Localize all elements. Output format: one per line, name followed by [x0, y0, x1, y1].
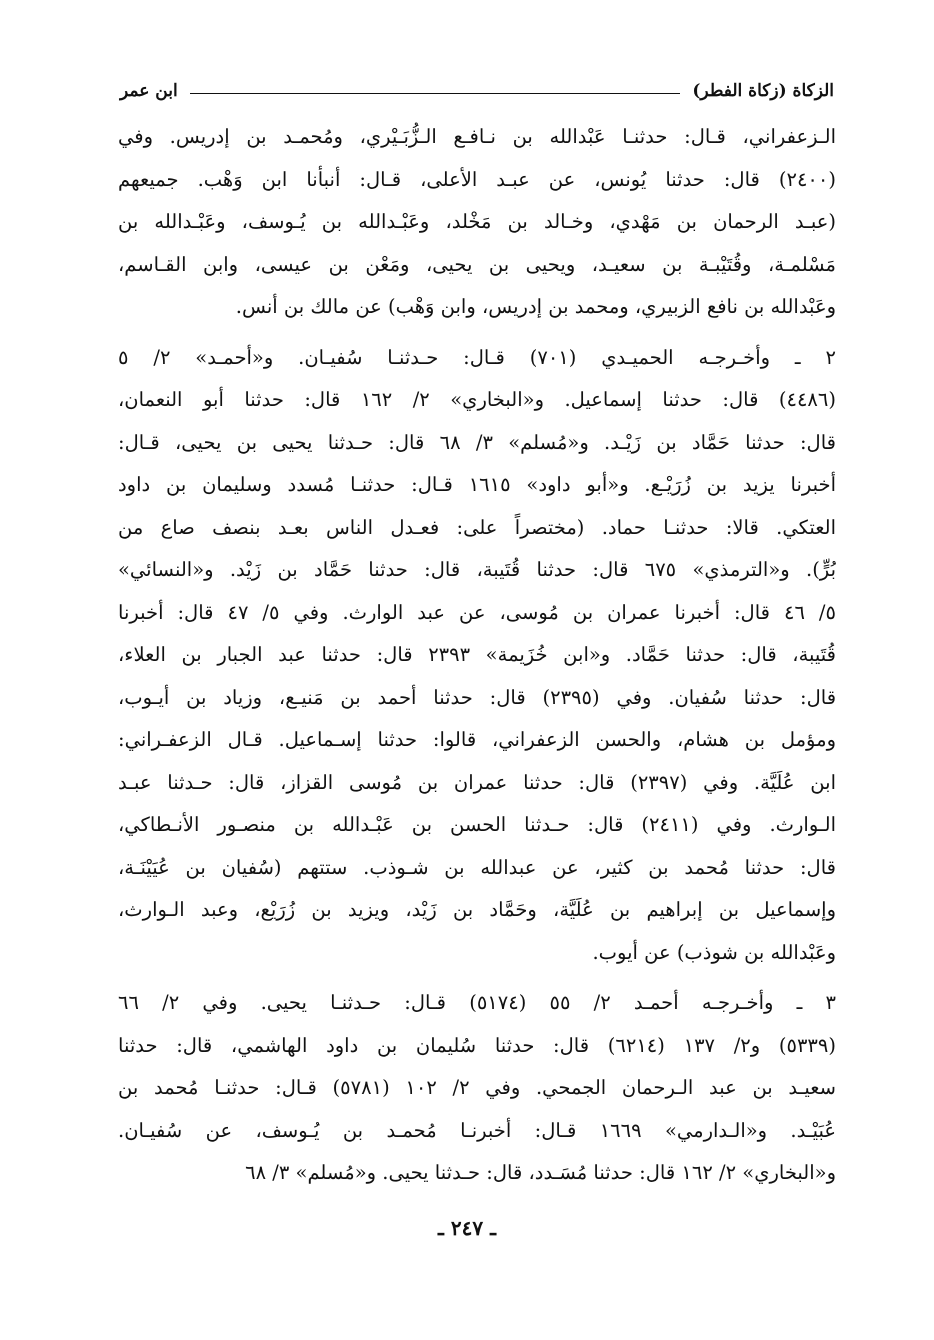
text-line: ٢ ـ وأخـرجـه الحميـدي (٧٠١) قـال: حـدثنـا سُفيـان. و«أحمـد» ٢/ ٥	[118, 345, 836, 369]
page-number: ـ ٢٤٧ ـ	[438, 1216, 496, 1240]
paragraph	[118, 337, 836, 975]
text-line: و«البخاري» ٢/ ١٦٢ قال: حدثنا مُسَـدد، قال: حـدثنا يحيى. و«مُسلم» ٣/ ٦٨	[245, 1161, 836, 1184]
text-line: (٢٤٠٠) قال: حدثنا يُونس، عن عبـد الأعلى، قـال: أنبأنا ابن وَهْب. جميعهم	[118, 167, 836, 191]
text-line: (٤٤٨٦) قال: حدثنا إسماعيل. و«البخاري» ٢/ ١٦٢ قال: حدثنا أبو النعمان،	[118, 388, 836, 411]
paragraph-list	[118, 116, 836, 1195]
text-line: قال: حدثنا حَمَّاد بن زَيْـد. و«مُسلم» ٣/ ٦٨ قال: حـدثنا يحيى بن يحيى، قـال:	[118, 430, 836, 454]
text-line: بُرٍّ). و«الترمذي» ٦٧٥ قال: حدثنا قُتَيبة، قال: حدثنا حَمَّاد بن زَيْد. و«النسائي»	[118, 558, 836, 581]
text-line: أخبرنا يزيد بن زُرَيْـع. و«أبو داود» ١٦١٥ قـال: حدثنـا مُسدد وسليمان بن داود	[118, 473, 836, 496]
text-line: (٥٣٣٩) و٢/ ١٣٧ (٦٢١٤) قال: حدثنا سُليمان بن داود الهاشمي، قال: حدثنا	[118, 1033, 836, 1057]
text-line: قال: حدثنا مُحمد بن كثير، عن عبدالله بن شـوذب. ستتهم (سُفيان بن عُيَيْنَـة،	[118, 855, 836, 879]
chapter-title: الزكاة (زكاة الفطر)	[692, 81, 834, 101]
text-line: قال: حدثنا سُفيان. وفي (٢٣٩٥) قال: حدثنا أحمد بن مَنيـع، وزياد بن أيـوب،	[118, 685, 836, 709]
section-title: ابن عمر	[120, 81, 178, 101]
paragraph-gap	[118, 974, 836, 982]
text-line: سعيـد بن عبد الـرحمان الجمحي. وفي ٢/ ١٠٢ (٥٧٨١) قـال: حدثنـا مُحمد بن	[118, 1076, 836, 1099]
main-text	[118, 116, 836, 1195]
text-line: ٣ ـ وأخـرجـه أحمـد ٢/ ٥٥ (٥١٧٤) قـال: حـدثنـا يحيى. وفي ٢/ ٦٦	[118, 991, 836, 1014]
text-line: الـوارث. وفي (٢٤١١) قال: حـدثنا الحسن بن عَبْـدالله بن منصـور الأنـطاكي،	[118, 813, 836, 836]
text-line: وعَبْدالله بن شوذب) عن أيوب.	[592, 940, 836, 964]
paragraph	[118, 116, 836, 329]
text-line: ابن عُلَيَّة. وفي (٢٣٩٧) قال: حدثنا عمران بن مُوسى القزاز، قال: حـدثنا عبـد	[118, 770, 836, 794]
text-line: مَسْلمـة، وقُتَيْبـة بن سعيـد، ويحيى بن يحيى، ومَعْن بن عيسى، وابن القـاسم،	[118, 252, 836, 276]
text-line: ومؤمل بن هشام، والحسن الزعفراني، قالوا: حدثنا إسـماعيل. قـال الزعفـراني:	[118, 728, 836, 751]
running-header	[120, 76, 834, 106]
text-line: وعَبْدالله بن نافع الزبيري، ومحمد بن إدريس، وابن وَهْب) عن مالك بن أنس.	[235, 295, 836, 318]
text-line: وإسماعيل بن إبراهيم بن عُلَيَّة، وحَمَّاد بن زَيْد، ويزيد بن زُرَيْع، وعبد الـوارث،	[118, 898, 836, 921]
text-line: ٥/ ٤٦ قال: أخبرنا عمران بن مُوسى، عن عبد الوارث. وفي ٥/ ٤٧ قال: أخبرنا	[118, 600, 836, 624]
text-line: العتكي. قالا: حدثنـا حماد. (مختصراً على: فعـدل الناس بعـد بنصف صاع من	[118, 515, 836, 539]
paragraph	[118, 982, 836, 1195]
text-line: قُتَيبة، قال: حدثنا حَمَّاد. و«ابن خُزَيمة» ٢٣٩٣ قال: حدثنا عبد الجبار بن العلاء،	[118, 643, 836, 666]
text-line: (عبـد الرحمان بن مَهْدي، وخـالد بن مَخْلد، وعَبْـدالله بن يُـوسف، وعَبْـدالله بن	[118, 210, 836, 233]
text-line: الـزعفراني، قـال: حدثنـا عَبْدالله بن نـافـع الـزُّبَـيْري، ومُحمـد بن إدريس. وفي	[118, 125, 836, 148]
paragraph-gap	[118, 329, 836, 337]
header-rule	[190, 93, 681, 94]
text-line: عُبَيْـد. و«الـدارمي» ١٦٦٩ قـال: أخبرنـا مُحمـد بن يُـوسف، عن سُفيـان.	[118, 1118, 836, 1142]
